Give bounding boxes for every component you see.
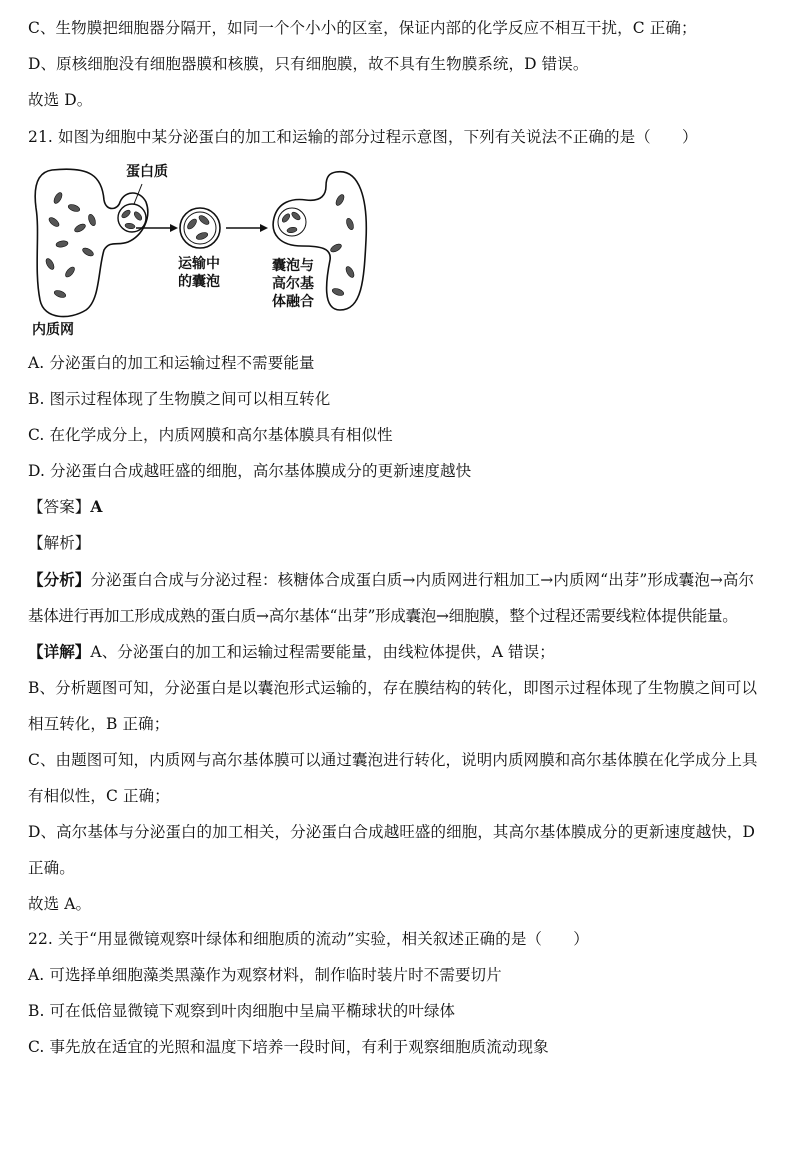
q21-option-d: D. 分泌蛋白合成越旺盛的细胞，高尔基体膜成分的更新速度越快 [28, 462, 472, 480]
q21-option-c: C. 在化学成分上，内质网膜和高尔基体膜具有相似性 [28, 426, 393, 444]
q21-detail-d2: 正确。 [28, 859, 75, 877]
q21-detail-d1: D、高尔基体与分泌蛋白的加工相关，分泌蛋白合成越旺盛的细胞，其高尔基体膜成分的更新速度越快，D [28, 823, 756, 841]
fenxi-text-1: 分泌蛋白合成与分泌过程：核糖体合成蛋白质→内质网进行粗加工→内质网“出芽”形成囊泡→高尔 [90, 571, 755, 589]
detail-a-text: A、分泌蛋白的加工和运输过程需要能量，由线粒体提供，A 错误； [90, 643, 555, 661]
label-fusion-line1: 囊泡与 [272, 258, 314, 274]
q21-detail-c2: 有相似性，C 正确； [28, 787, 170, 805]
label-fusion-line2: 高尔基 [272, 276, 314, 292]
q21-fenxi-line2: 基体进行再加工形成成熟的蛋白质→高尔基体“出芽”形成囊泡→细胞膜，整个过程还需要线粒体提供能量。 [28, 607, 738, 625]
q21-analysis-tag: 【解析】 [28, 534, 91, 552]
label-er: 内质网 [32, 322, 74, 338]
q21-choice: 故选 A。 [28, 895, 92, 913]
label-protein: 蛋白质 [126, 164, 168, 180]
prev-answer-line-d: D、原核细胞没有细胞器膜和核膜，只有细胞膜，故不具有生物膜系统，D 错误。 [28, 55, 589, 73]
prev-answer-line-c: C、生物膜把细胞器分隔开，如同一个个小小的区室，保证内部的化学反应不相互干扰，C 正确； [28, 19, 697, 37]
q21-detail-b1: B、分析题图可知，分泌蛋白是以囊泡形式运输的，存在膜结构的转化，即图示过程体现了生物膜之间可以 [28, 679, 758, 697]
answer-value: A [90, 497, 103, 516]
arrow-right-icon [170, 224, 178, 232]
diagram-svg [30, 160, 370, 340]
answer-tag: 【答案】 [28, 498, 91, 516]
secretory-protein-diagram [30, 160, 370, 340]
q22-stem: 22. 关于“用显微镜观察叶绿体和细胞质的流动”实验，相关叙述正确的是（ ） [28, 930, 589, 948]
label-fusion-line3: 体融合 [272, 294, 314, 310]
label-vesicle-line1: 运输中 [178, 256, 220, 272]
q21-detail-b2: 相互转化，B 正确； [28, 715, 170, 733]
q22-option-b: B. 可在低倍显微镜下观察到叶肉细胞中呈扁平椭球状的叶绿体 [28, 1002, 456, 1020]
er-membrane [35, 169, 148, 316]
label-vesicle-line2: 的囊泡 [178, 274, 220, 290]
xiangjie-tag: 【详解】 [28, 642, 91, 661]
q21-answer [28, 496, 780, 518]
transport-vesicle [180, 208, 220, 248]
q21-stem: 21. 如图为细胞中某分泌蛋白的加工和运输的部分过程示意图，下列有关说法不正确的是（ ） [28, 128, 698, 146]
prev-answer-choice: 故选 D。 [28, 91, 93, 109]
q21-option-a: A. 分泌蛋白的加工和运输过程不需要能量 [28, 354, 315, 372]
arrow-right-icon [260, 224, 268, 232]
q21-fenxi-line1 [28, 569, 780, 591]
q22-option-a: A. 可选择单细胞藻类黑藻作为观察材料，制作临时装片时不需要切片 [28, 966, 502, 984]
q22-option-c: C. 事先放在适宜的光照和温度下培养一段时间，有利于观察细胞质流动现象 [28, 1038, 549, 1056]
q21-option-b: B. 图示过程体现了生物膜之间可以相互转化 [28, 390, 331, 408]
fenxi-tag: 【分析】 [28, 570, 91, 589]
er-granules [44, 191, 96, 299]
q21-detail-a [28, 641, 780, 663]
q21-detail-c1: C、由题图可知，内质网与高尔基体膜可以通过囊泡进行转化，说明内质网膜和高尔基体膜在化学成分上具 [28, 751, 758, 769]
